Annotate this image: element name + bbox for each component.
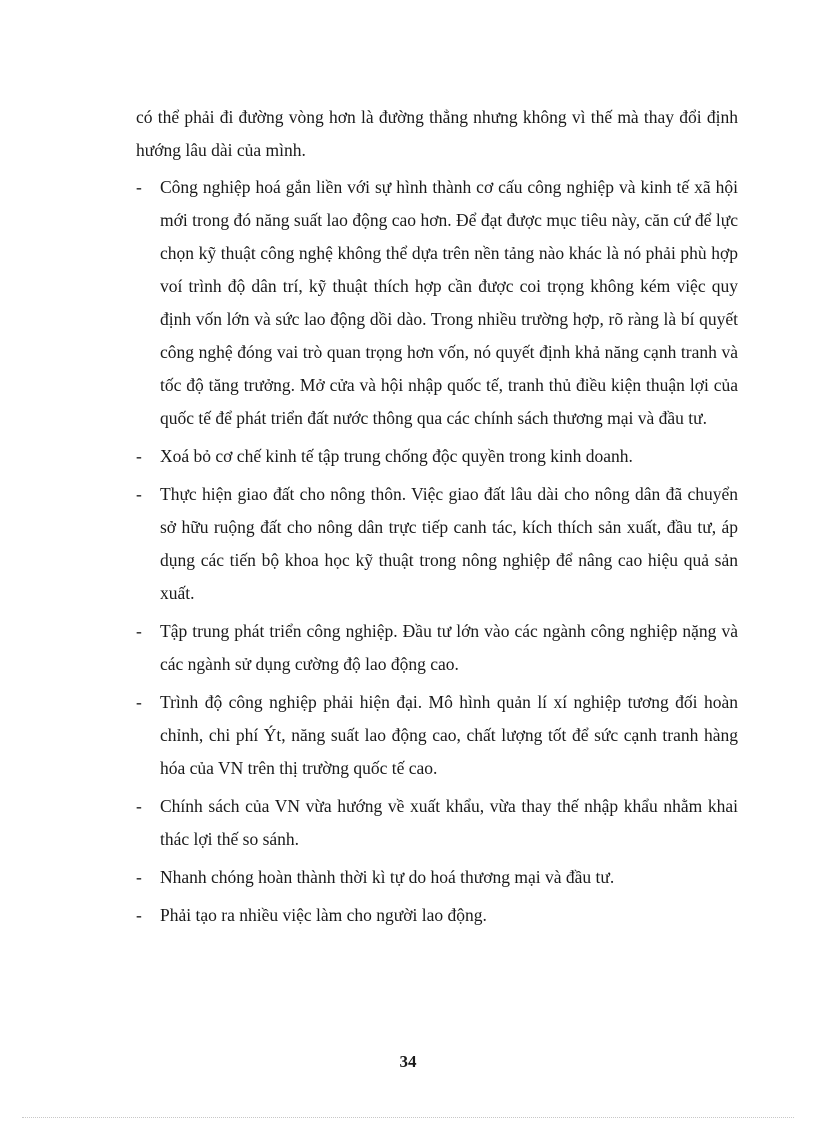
list-item [136, 790, 738, 856]
list-item [136, 440, 738, 473]
list-item [136, 861, 738, 894]
intro-paragraph: có thể phải đi đường vòng hơn là đường thẳng nhưng không vì thế mà thay đổi định hướng lâu dài của mình. [136, 107, 738, 160]
list-item-text: Trình độ công nghiệp phải hiện đại. Mô hình quản lí xí nghiệp tương đối hoàn chỉnh, chi phí Ýt, năng suất lao động cao, chất lượng tốt để sức cạnh tranh hàng hóa của VN trên thị trường quốc tế cao. [160, 692, 738, 778]
bullet-dash: - [136, 484, 142, 504]
bullet-dash: - [136, 796, 142, 816]
bullet-dash: - [136, 177, 142, 197]
list-item [136, 686, 738, 785]
page-number: 34 [399, 1052, 417, 1071]
list-item-text: Tập trung phát triển công nghiệp. Đầu tư lớn vào các ngành công nghiệp nặng và các ngành sử dụng cường độ lao động cao. [160, 621, 738, 674]
list-item [136, 478, 738, 610]
list-item-text: Nhanh chóng hoàn thành thời kì tự do hoá thương mại và đầu tư. [160, 867, 615, 887]
page-bottom-divider [22, 1117, 794, 1118]
bullet-list [136, 171, 738, 937]
list-item-text: Thực hiện giao đất cho nông thôn. Việc giao đất lâu dài cho nông dân đã chuyển sở hữu ruộng đất cho nông dân trực tiếp canh tác, kích thích sản xuất, đầu tư, áp dụng các tiến bộ khoa học kỹ thuật trong nông nghiệp để nâng cao hiệu quả sản xuất. [160, 484, 738, 603]
list-item-text: Xoá bỏ cơ chế kinh tế tập trung chống độc quyền trong kinh doanh. [160, 446, 633, 466]
bullet-dash: - [136, 867, 142, 887]
bullet-dash: - [136, 692, 142, 712]
bullet-dash: - [136, 905, 142, 925]
list-item-text: Chính sách của VN vừa hướng về xuất khẩu, vừa thay thế nhập khẩu nhằm khai thác lợi thế so sánh. [160, 796, 738, 849]
list-item-text: Phải tạo ra nhiều việc làm cho người lao động. [160, 905, 487, 925]
bullet-dash: - [136, 446, 142, 466]
list-item [136, 615, 738, 681]
bullet-dash: - [136, 621, 142, 641]
list-item-text: Công nghiệp hoá gắn liền với sự hình thành cơ cấu công nghiệp và kinh tế xã hội mới trong đó năng suất lao động cao hơn. Để đạt được mục tiêu này, căn cứ để lực chọn kỹ thuật công nghệ không thể dựa trên nền tảng nào khác là nó phải phù hợp voí trình độ dân trí, kỹ thuật thích hợp cần được coi trọng không kém việc quy định vốn lớn và sức lao động dồi dào. Trong nhiều trường hợp, rõ ràng là bí quyết công nghệ đóng vai trò quan trọng hơn vốn, nó quyết định khả năng cạnh tranh và tốc độ tăng trưởng. Mở cửa và hội nhập quốc tế, tranh thủ điều kiện thuận lợi của quốc tế để phát triển đất nước thông qua các chính sách thương mại và đầu tư. [160, 177, 738, 428]
list-item [136, 899, 738, 932]
list-item [136, 171, 738, 435]
